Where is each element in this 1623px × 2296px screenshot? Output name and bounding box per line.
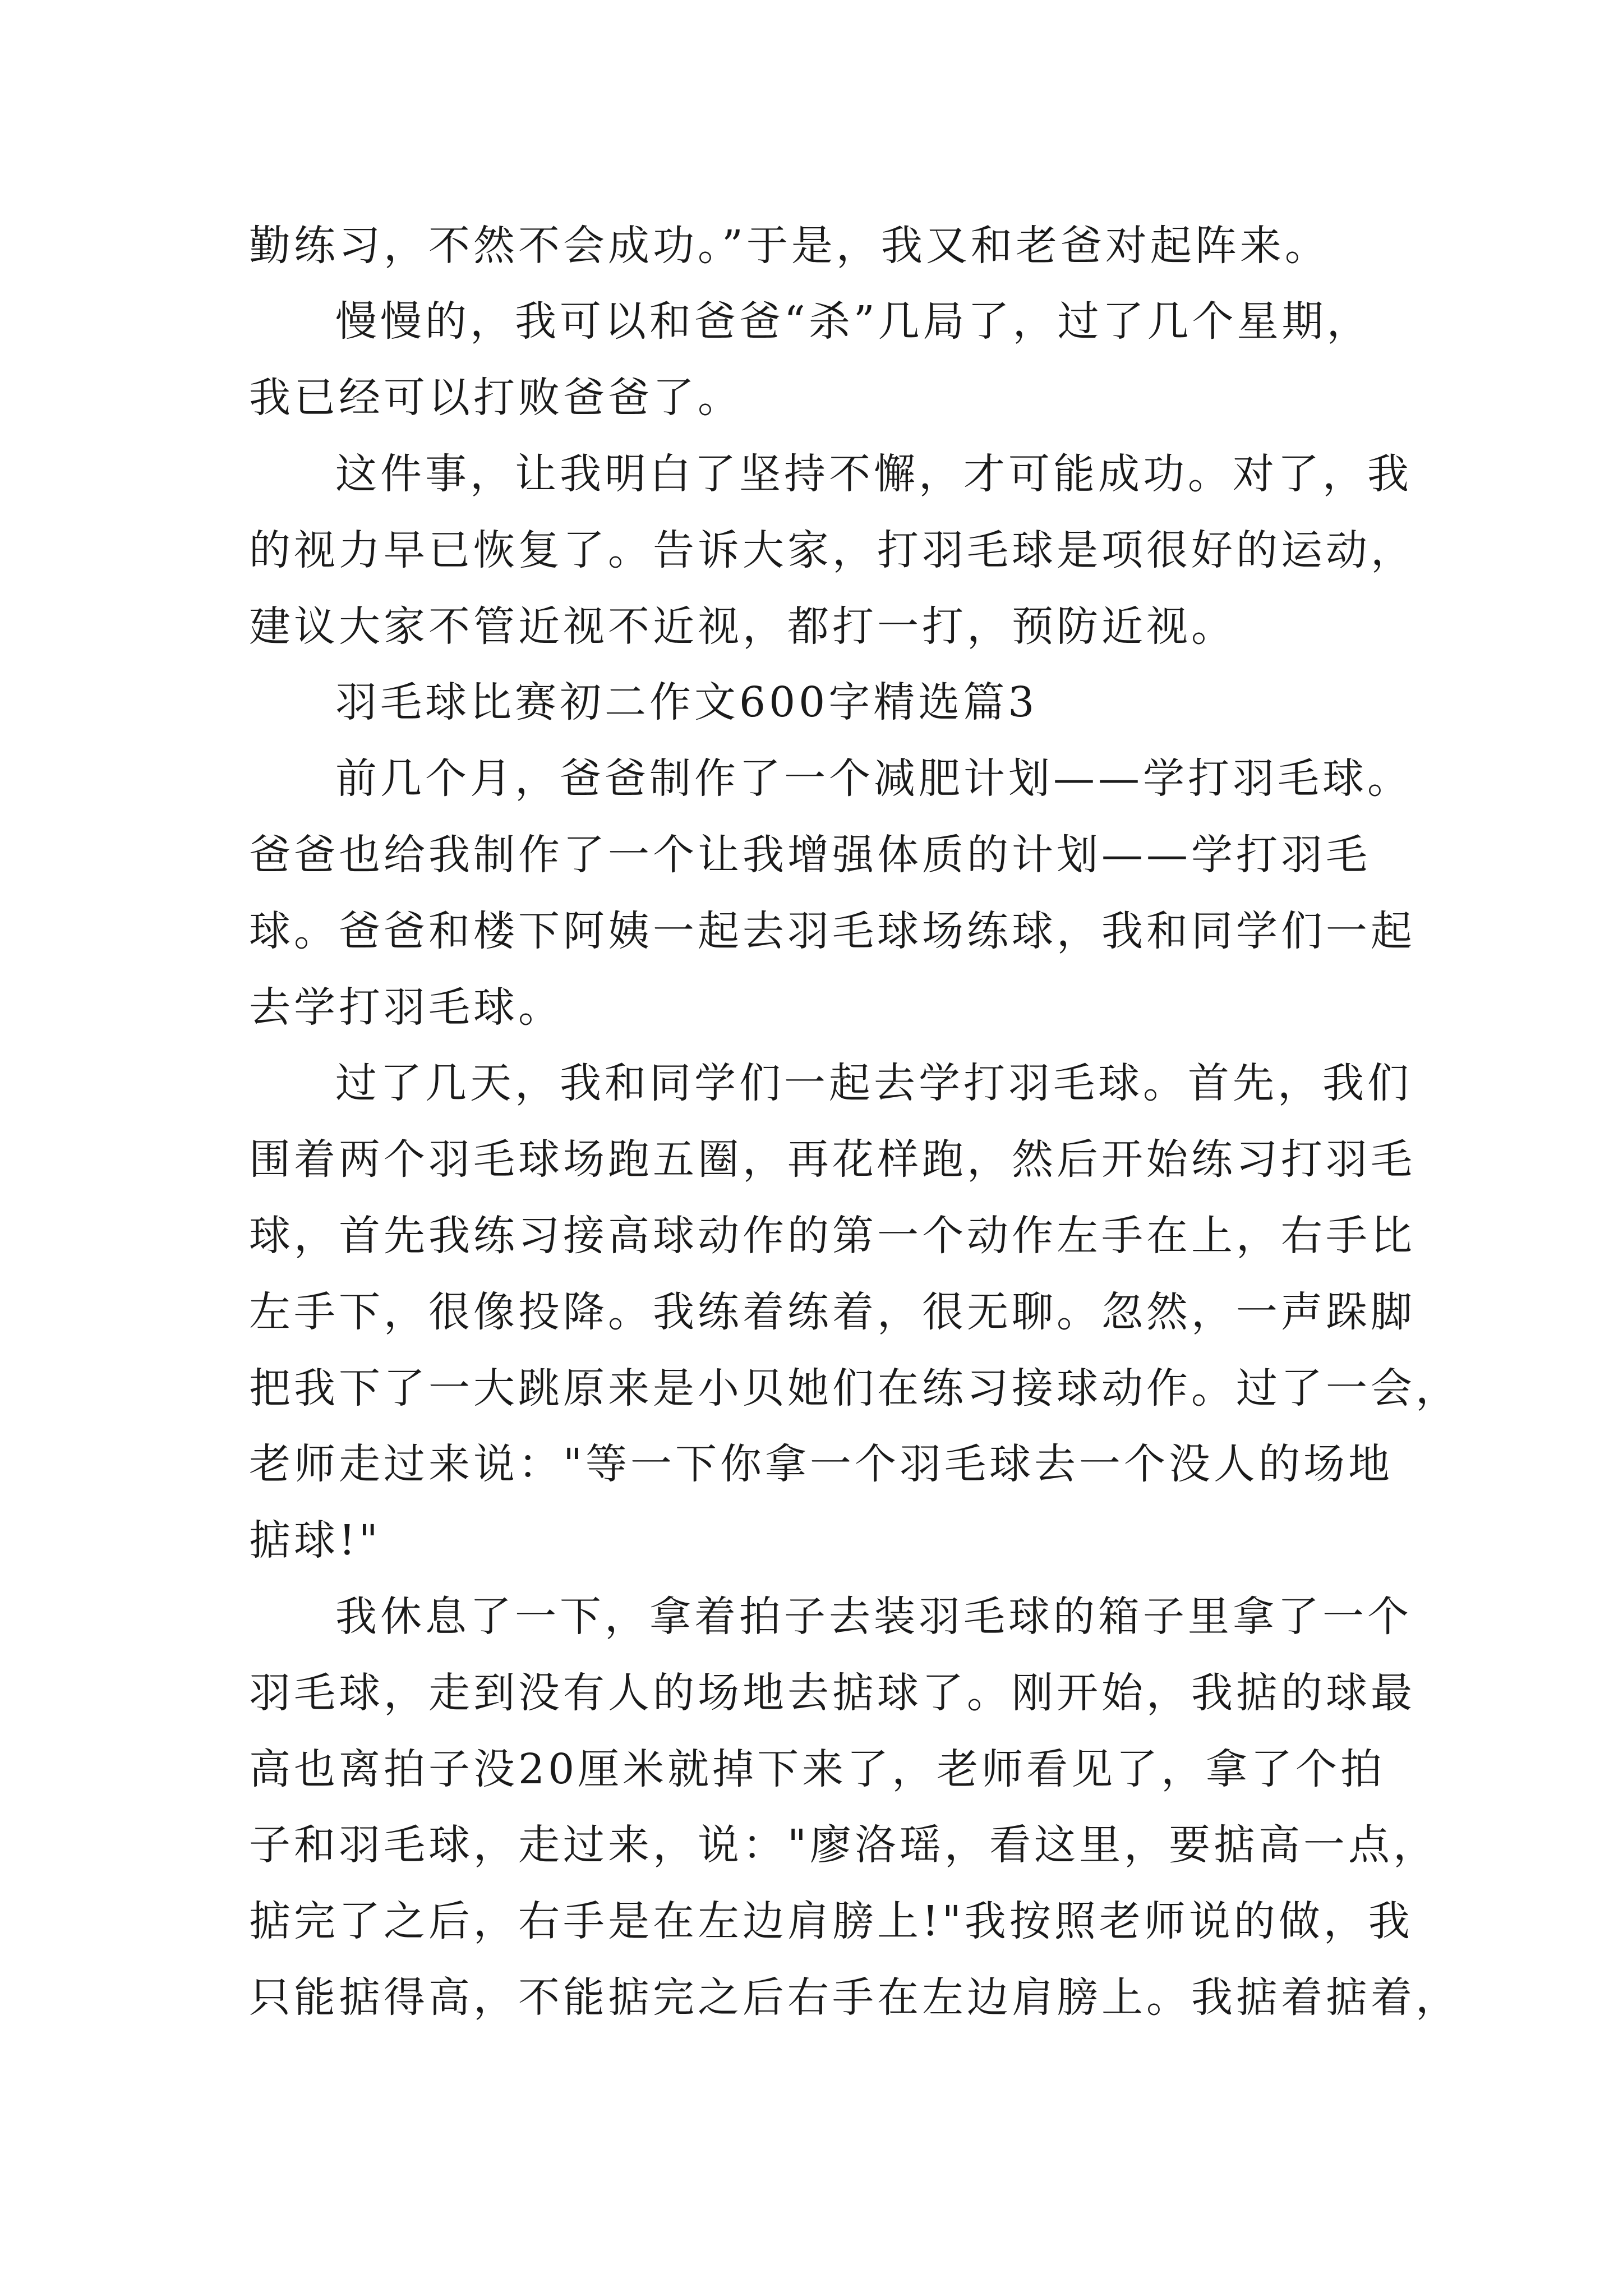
text-line: 子和羽毛球，走过来，说："廖洛瑶，看这里，要掂高一点， bbox=[249, 1821, 1438, 1869]
text-line: 左手下，很像投降。我练着练着，很无聊。忽然，一声跺脚 bbox=[249, 1288, 1415, 1336]
text-line: 只能掂得高，不能掂完之后右手在左边肩膀上。我掂着掂着， bbox=[249, 1973, 1460, 2022]
text-line: 前几个月，爸爸制作了一个减肥计划——学打羽毛球。 bbox=[335, 754, 1412, 803]
text-line: 把我下了一大跳原来是小贝她们在练习接球动作。过了一会， bbox=[249, 1364, 1460, 1412]
text-line: 球。爸爸和楼下阿姨一起去羽毛球场练球，我和同学们一起 bbox=[249, 907, 1415, 955]
text-line: 勤练习，不然不会成功。”于是，我又和老爸对起阵来。 bbox=[249, 222, 1330, 270]
text-line: 球，首先我练习接高球动作的第一个动作左手在上，右手比 bbox=[249, 1212, 1415, 1260]
text-line: 围着两个羽毛球场跑五圈，再花样跑，然后开始练习打羽毛 bbox=[249, 1135, 1415, 1184]
section-heading: 羽毛球比赛初二作文600字精选篇3 bbox=[335, 678, 1038, 726]
text-line: 的视力早已恢复了。告诉大家，打羽毛球是项很好的运动， bbox=[249, 526, 1415, 574]
text-line: 我已经可以打败爸爸了。 bbox=[249, 374, 743, 422]
text-line: 慢慢的，我可以和爸爸“杀”几局了，过了几个星期， bbox=[335, 297, 1372, 346]
text-line: 建议大家不管近视不近视，都打一打，预防近视。 bbox=[249, 602, 1236, 651]
text-line: 掂完了之后，右手是在左边肩膀上!"我按照老师说的做，我 bbox=[249, 1897, 1413, 1945]
text-line: 高也离拍子没20厘米就掉下来了，老师看见了，拿了个拍 bbox=[249, 1745, 1386, 1793]
text-line: 爸爸也给我制作了一个让我增强体质的计划——学打羽毛 bbox=[249, 831, 1371, 879]
text-line: 羽毛球，走到没有人的场地去掂球了。刚开始，我掂的球最 bbox=[249, 1669, 1415, 1717]
text-line: 去学打羽毛球。 bbox=[249, 983, 563, 1032]
text-line: 老师走过来说："等一下你拿一个羽毛球去一个没人的场地 bbox=[249, 1440, 1394, 1488]
text-line: 过了几天，我和同学们一起去学打羽毛球。首先，我们 bbox=[335, 1059, 1412, 1107]
text-line: 掂球!" bbox=[249, 1516, 381, 1565]
text-line: 这件事，让我明白了坚持不懈，才可能成功。对了，我 bbox=[335, 450, 1412, 498]
text-line: 我休息了一下，拿着拍子去装羽毛球的箱子里拿了一个 bbox=[335, 1593, 1412, 1641]
